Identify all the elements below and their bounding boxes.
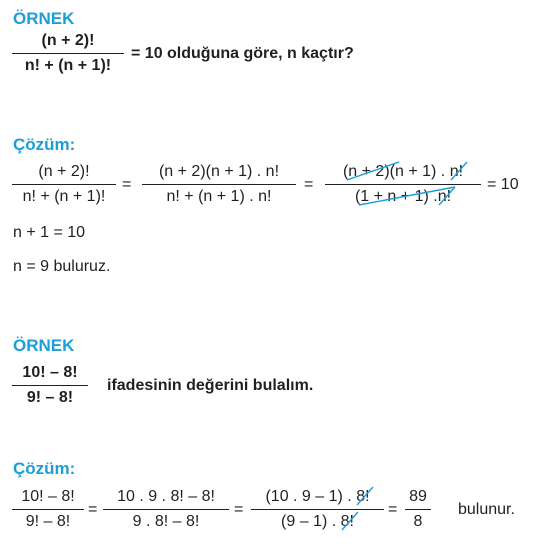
fraction-denominator bbox=[325, 188, 481, 206]
cancelled-term: n! bbox=[450, 163, 463, 181]
solution-1-fraction-1 bbox=[12, 163, 116, 206]
step-line: n = 9 buluruz. bbox=[13, 258, 111, 275]
cancelled-term: 8! bbox=[341, 513, 354, 531]
cancel-slash bbox=[450, 161, 468, 181]
step-line: n + 1 = 10 bbox=[13, 224, 86, 241]
solution-2-fraction-3 bbox=[251, 488, 384, 531]
equals-sign: = bbox=[304, 176, 314, 193]
example-2-question: ifadesinin değerini bulalım. bbox=[107, 377, 314, 394]
solution-2-fraction-2 bbox=[103, 488, 229, 531]
fraction-denominator: n! + (n + 1) . n! bbox=[166, 188, 272, 205]
fraction-numerator: (n + 2) (n + 1) . n! bbox=[325, 163, 481, 181]
fraction-denominator: n! + (n + 1)! bbox=[22, 188, 106, 205]
fraction-bar bbox=[405, 509, 431, 510]
fraction-numerator: 10! – 8! bbox=[22, 364, 78, 381]
example-1-question: = 10 olduğuna göre, n kaçtır? bbox=[131, 45, 354, 62]
example-2-fraction bbox=[12, 364, 88, 407]
fraction-bar bbox=[12, 509, 84, 510]
fraction-bar bbox=[251, 509, 384, 510]
fraction-bar bbox=[12, 385, 88, 386]
solution-heading-2: Çözüm: bbox=[13, 459, 76, 478]
fraction-numerator: 10 . 9 . 8! – 8! bbox=[117, 488, 215, 505]
fraction-denominator: (9 – 1) . 8! bbox=[251, 513, 384, 531]
cancel-slash bbox=[345, 161, 401, 181]
result-value: = 10 bbox=[487, 176, 519, 193]
fraction-denominator: 9 . 8! – 8! bbox=[132, 513, 200, 530]
solution-heading-1: Çözüm: bbox=[13, 135, 76, 154]
fraction-bar bbox=[325, 184, 481, 185]
cancel-slash bbox=[438, 186, 456, 206]
fraction-denominator: 8 bbox=[413, 513, 423, 530]
cancelled-term: n! bbox=[438, 188, 451, 206]
fraction-numerator: (10 . 9 – 1) . 8! bbox=[251, 488, 384, 506]
fraction-bar bbox=[12, 53, 124, 54]
cancelled-term: 8! bbox=[356, 488, 369, 506]
equals-sign: = bbox=[122, 176, 132, 193]
equals-sign: = bbox=[234, 501, 244, 518]
solution-2-fraction-4 bbox=[405, 488, 431, 531]
fraction-numerator: (n + 2)! bbox=[38, 163, 90, 180]
cancelled-term: (n + 2) bbox=[343, 163, 390, 181]
cancel-slash bbox=[341, 511, 359, 531]
fraction-bar bbox=[142, 184, 296, 185]
fraction-bar bbox=[103, 509, 229, 510]
example-heading-2: ÖRNEK bbox=[13, 336, 75, 355]
fraction-numerator: (n + 2)(n + 1) . n! bbox=[158, 163, 280, 180]
cancelled-term: (1 + n + 1) . bbox=[355, 188, 438, 206]
fraction-bar bbox=[12, 184, 116, 185]
example-1-fraction bbox=[12, 32, 124, 75]
example-heading-1: ÖRNEK bbox=[13, 9, 75, 28]
equals-sign: = bbox=[88, 501, 98, 518]
fraction-denominator: 9! – 8! bbox=[25, 513, 71, 530]
fraction-numerator: 10! – 8! bbox=[21, 488, 75, 505]
fraction-numerator: 89 bbox=[409, 488, 427, 505]
fraction-denominator: 9! – 8! bbox=[26, 389, 74, 406]
solution-1-fraction-3 bbox=[325, 163, 481, 206]
result-text: bulunur. bbox=[458, 501, 515, 518]
equals-sign: = bbox=[388, 501, 398, 518]
fraction-numerator: (n + 2)! bbox=[41, 32, 95, 49]
fraction-denominator: n! + (n + 1)! bbox=[24, 57, 112, 74]
solution-2-fraction-1 bbox=[12, 488, 84, 531]
cancel-slash bbox=[356, 486, 374, 506]
solution-1-fraction-2 bbox=[142, 163, 296, 206]
